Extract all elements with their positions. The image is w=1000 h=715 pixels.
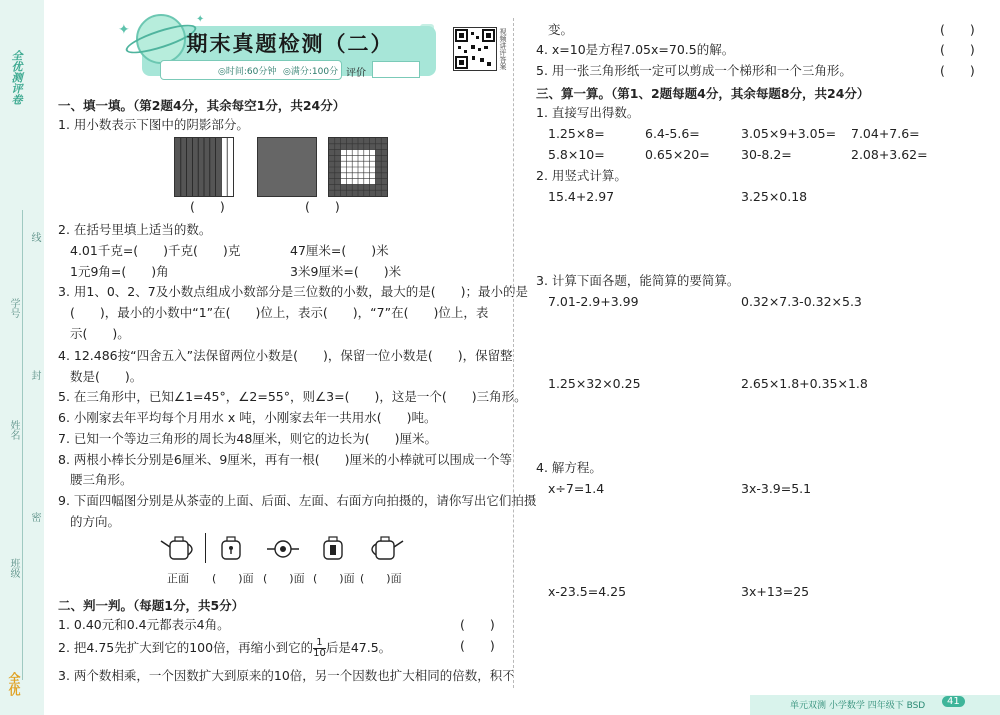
view-separator [205, 533, 206, 563]
question-3-line: 3. 用1、0、2、7及小数点组成小数部分是三位数的小数，最大的是( )；最小的是 [58, 284, 528, 299]
judge-blank[interactable]: ( ) [940, 42, 975, 57]
calc-task-4: 4. 解方程。 [536, 460, 602, 475]
fraction-denominator: 10 [313, 648, 326, 659]
section3-heading: 三、算一算。（第1、2题每题4分，其余每题8分，共24分） [536, 86, 870, 101]
oral-calc: 2.08+3.62= [851, 147, 928, 162]
footer-text: 单元双测 小学数学 四年级下 BSD [790, 701, 926, 711]
judge-item-1: 1. 0.40元和0.4元都表示4角。 [58, 617, 230, 632]
view-caption-front: 正面 [167, 572, 189, 585]
question-2: 2. 在括号里填上适当的数。 [58, 222, 212, 237]
star-icon: ✦ [118, 22, 130, 38]
page-title: 期末真题检测（二） [186, 32, 394, 56]
teapot-view-2 [216, 533, 246, 567]
question-8-line: 腰三角形。 [70, 472, 133, 487]
shaded-square [257, 137, 317, 197]
fraction-numerator: 1 [313, 638, 326, 649]
equation: x÷7=1.4 [548, 481, 605, 496]
strip-figure [174, 137, 234, 197]
column-divider [513, 18, 514, 688]
question-4-line: 4. 12.486按“四舍五入”法保留两位小数是( )，保留一位小数是( )，保留整 [58, 348, 513, 363]
question-4-line: 数是( )。 [70, 369, 143, 384]
question-9-line: 9. 下面四幅图分别是从茶壶的上面、后面、左面、右面方向拍摄的，请你写出它们拍摄 [58, 493, 537, 508]
judge-item-5: 5. 用一张三角形纸一定可以剪成一个梯形和一个三角形。 [536, 63, 852, 78]
star-icon: ✦ [196, 14, 205, 25]
vertical-calc: 15.4+2.97 [548, 189, 615, 204]
view-caption[interactable]: ( )面 [313, 572, 355, 585]
oral-calc: 0.65×20= [645, 147, 710, 162]
vertical-calc: 3.25×0.18 [741, 189, 808, 204]
q2-item: 4.01千克=( )千克( )克 [70, 243, 241, 258]
qr-caption: 视频讲评答案 [499, 28, 507, 70]
oral-calc: 30-8.2= [741, 147, 792, 162]
judge-item-2-suffix: 后是47.5。 [325, 640, 392, 655]
answer-blank[interactable]: ( ) [190, 199, 225, 214]
simplify-calc: 2.65×1.8+0.35×1.8 [741, 376, 868, 391]
calc-task-3: 3. 计算下面各题，能简算的要简算。 [536, 273, 740, 288]
simplify-calc: 7.01-2.9+3.99 [548, 294, 639, 309]
view-caption[interactable]: ( )面 [212, 572, 254, 585]
judge-blank[interactable]: ( ) [460, 617, 495, 632]
question-8-line: 8. 两根小棒长分别是6厘米、9厘米，再有一根( )厘米的小棒就可以围成一个等 [58, 452, 513, 467]
rating-box[interactable] [372, 61, 420, 78]
q2-item: 47厘米=( )米 [290, 243, 389, 258]
question-7: 7. 已知一个等边三角形的周长为48厘米，则它的边长为( )厘米。 [58, 431, 438, 446]
time-label: ◎时间:60分钟 [218, 67, 277, 77]
binding-mark-secret: 密 [29, 512, 40, 522]
judge-blank[interactable]: ( ) [940, 63, 975, 78]
oral-calc: 1.25×8= [548, 126, 605, 141]
section1-heading: 一、填一填。（第2题4分，其余每空1分，共24分） [58, 98, 346, 113]
section2-heading: 二、判一判。（每题1分，共5分） [58, 598, 245, 613]
binding-sidebar [0, 0, 44, 715]
binding-mark-line: 线 [29, 232, 40, 242]
teapot-view-5 [362, 533, 406, 567]
rating-label: 评价 [346, 68, 366, 79]
equation: 3x+13=25 [741, 584, 810, 599]
oral-calc: 7.04+7.6= [851, 126, 920, 141]
simplify-calc: 1.25×32×0.25 [548, 376, 641, 391]
teapot-view-4 [318, 533, 348, 567]
judge-item-3-cont: 变。 [548, 22, 574, 37]
q2-item: 1元9角=( )角 [70, 264, 169, 279]
q2-item: 3米9厘米=( )米 [290, 264, 402, 279]
oral-calc: 6.4-5.6= [645, 126, 700, 141]
qr-code[interactable] [453, 27, 497, 71]
name-label: 姓名 [8, 420, 19, 440]
calc-task-2: 2. 用竖式计算。 [536, 168, 627, 183]
teapot-view-3 [265, 536, 301, 566]
question-1: 1. 用小数表示下图中的阴影部分。 [58, 117, 249, 132]
question-5: 5. 在三角形中，已知∠1=45°，∠2=55°，则∠3=( )，这是一个( )三角形。 [58, 389, 527, 404]
judge-blank[interactable]: ( ) [940, 22, 975, 37]
binding-mark-seal: 封 [29, 370, 40, 380]
fraction [313, 638, 326, 659]
equation: x-23.5=4.25 [548, 584, 627, 599]
question-6: 6. 小刚家去年平均每个月用水 x 吨，小刚家去年一共用水( )吨。 [58, 410, 437, 425]
judge-item-2-text: 2. 把4.75先扩大到它的100倍，再缩小到它的 [58, 640, 314, 655]
judge-blank[interactable]: ( ) [460, 638, 495, 653]
brand-logo: 全优 [7, 672, 21, 696]
brand-vertical: 全优测评卷 [10, 50, 23, 105]
judge-item-3: 3. 两个数相乘，一个因数扩大到原来的10倍，另一个因数也扩大相同的倍数，积不 [58, 668, 515, 683]
page-number: 41 [942, 696, 965, 707]
oral-calc: 3.05×9+3.05= [741, 126, 837, 141]
oral-calc: 5.8×10= [548, 147, 605, 162]
equation: 3x-3.9=5.1 [741, 481, 812, 496]
view-caption[interactable]: ( )面 [360, 572, 402, 585]
question-3-line: ( )，最小的小数中“1”在( )位上，表示( )，“7”在( )位上，表 [70, 305, 489, 320]
judge-item-4: 4. x=10是方程7.05x=70.5的解。 [536, 42, 735, 57]
simplify-calc: 0.32×7.3-0.32×5.3 [741, 294, 862, 309]
teapot-front-view [158, 533, 202, 567]
answer-blank[interactable]: ( ) [305, 199, 340, 214]
question-3-line: 示( )。 [70, 326, 130, 341]
binding-line [22, 210, 23, 680]
class-label: 班级 [8, 558, 19, 578]
view-caption[interactable]: ( )面 [263, 572, 305, 585]
judge-item-2 [58, 638, 391, 659]
question-9-line: 的方向。 [70, 514, 121, 529]
calc-task-1: 1. 直接写出得数。 [536, 105, 640, 120]
student-id-label: 学号 [8, 298, 19, 318]
score-label: ◎满分:100分 [283, 67, 339, 77]
grid-figure [328, 137, 388, 197]
